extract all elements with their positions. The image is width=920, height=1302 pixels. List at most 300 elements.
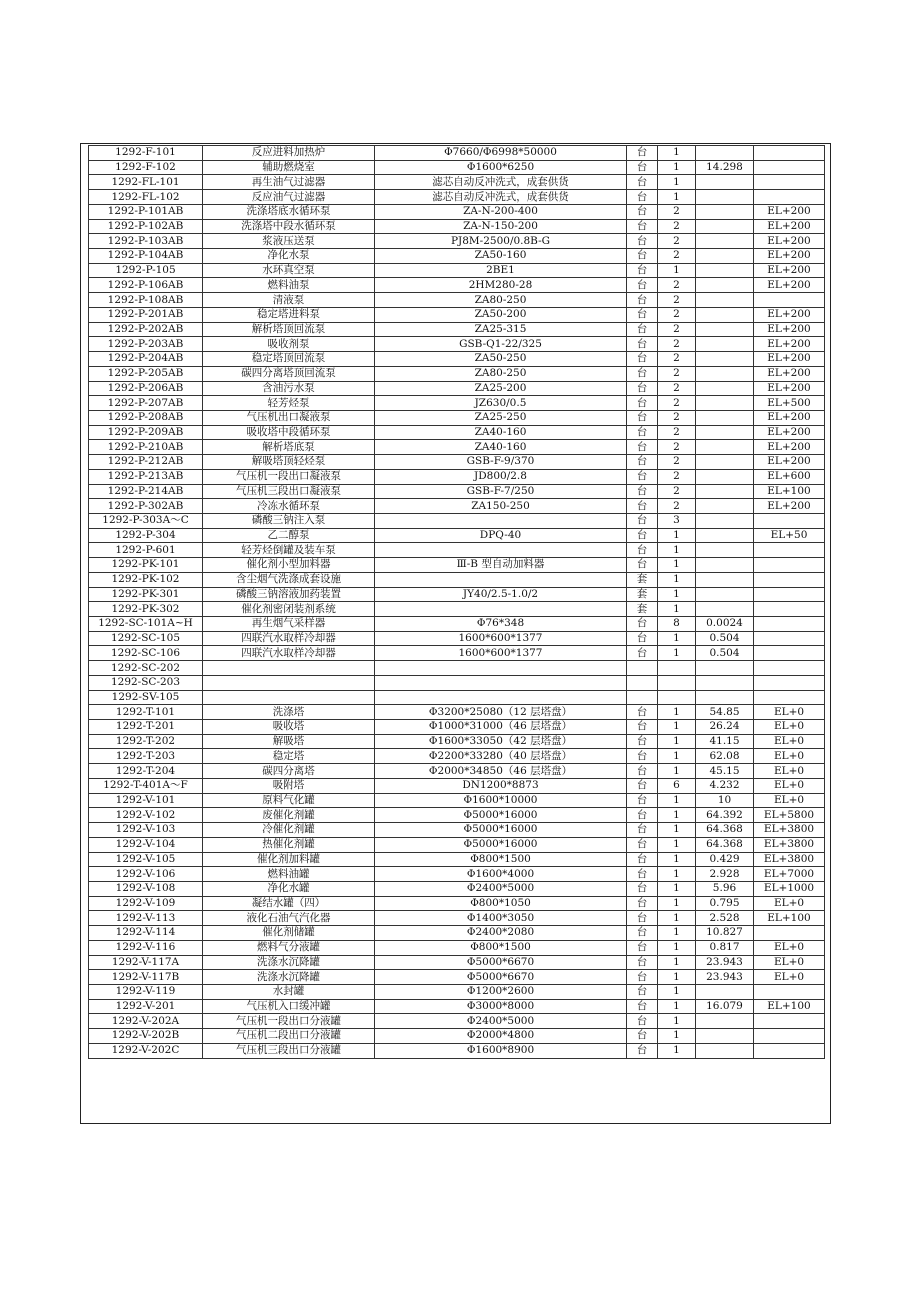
specification-cell: Φ1400*3050: [375, 911, 627, 926]
quantity-cell: 1: [658, 146, 696, 161]
weight-cell: [696, 337, 754, 352]
elevation-cell: EL+200: [754, 455, 825, 470]
table-row: [89, 396, 825, 411]
elevation-cell: EL+5800: [754, 808, 825, 823]
table-row: [89, 322, 825, 337]
unit-cell: 台: [627, 808, 658, 823]
elevation-cell: EL+0: [754, 720, 825, 735]
equipment-tag-cell: 1292-FL-102: [89, 190, 203, 205]
weight-cell: 0.795: [696, 896, 754, 911]
equipment-tag-cell: 1292-V-114: [89, 926, 203, 941]
unit-cell: 台: [627, 410, 658, 425]
equipment-tag-cell: 1292-PK-102: [89, 572, 203, 587]
elevation-cell: [754, 1029, 825, 1044]
equipment-name-cell: 废催化剂罐: [203, 808, 375, 823]
quantity-cell: 2: [658, 219, 696, 234]
quantity-cell: 2: [658, 425, 696, 440]
elevation-cell: [754, 543, 825, 558]
quantity-cell: 1: [658, 999, 696, 1014]
weight-cell: [696, 366, 754, 381]
specification-cell: [375, 572, 627, 587]
unit-cell: 台: [627, 322, 658, 337]
equipment-name-cell: 四联汽水取样冷却器: [203, 631, 375, 646]
weight-cell: 64.392: [696, 808, 754, 823]
elevation-cell: EL+200: [754, 337, 825, 352]
elevation-cell: [754, 602, 825, 617]
equipment-tag-cell: 1292-V-119: [89, 984, 203, 999]
table-row: [89, 175, 825, 190]
weight-cell: [696, 455, 754, 470]
weight-cell: 54.85: [696, 705, 754, 720]
quantity-cell: 1: [658, 823, 696, 838]
quantity-cell: [658, 690, 696, 705]
weight-cell: 10: [696, 793, 754, 808]
table-row: [89, 734, 825, 749]
specification-cell: ZA80-250: [375, 293, 627, 308]
equipment-tag-cell: 1292-V-201: [89, 999, 203, 1014]
table-row: [89, 867, 825, 882]
equipment-name-cell: 热催化剂罐: [203, 837, 375, 852]
equipment-name-cell: 气压机三段出口凝液泵: [203, 484, 375, 499]
equipment-name-cell: 气压机入口缓冲罐: [203, 999, 375, 1014]
equipment-name-cell: 催化剂密闭装剂系统: [203, 602, 375, 617]
equipment-name-cell: 洗涤水沉降罐: [203, 970, 375, 985]
specification-cell: ZA40-160: [375, 440, 627, 455]
table-row: [89, 587, 825, 602]
weight-cell: [696, 1029, 754, 1044]
specification-cell: [375, 513, 627, 528]
equipment-tag-cell: 1292-V-103: [89, 823, 203, 838]
equipment-tag-cell: 1292-V-117B: [89, 970, 203, 985]
specification-cell: Φ1600*10000: [375, 793, 627, 808]
unit-cell: 台: [627, 837, 658, 852]
table-row: [89, 278, 825, 293]
quantity-cell: 2: [658, 322, 696, 337]
specification-cell: GSB-F-7/250: [375, 484, 627, 499]
table-row: [89, 352, 825, 367]
equipment-name-cell: 气压机一段出口分液罐: [203, 1014, 375, 1029]
specification-cell: JY40/2.5-1.0/2: [375, 587, 627, 602]
specification-cell: ZA25-250: [375, 410, 627, 425]
quantity-cell: 1: [658, 926, 696, 941]
quantity-cell: 1: [658, 190, 696, 205]
equipment-tag-cell: 1292-P-104AB: [89, 249, 203, 264]
quantity-cell: 1: [658, 720, 696, 735]
unit-cell: 台: [627, 1029, 658, 1044]
equipment-name-cell: 解析塔顶回流泵: [203, 322, 375, 337]
specification-cell: GSB-Q1-22/325: [375, 337, 627, 352]
quantity-cell: 1: [658, 175, 696, 190]
elevation-cell: EL+200: [754, 219, 825, 234]
weight-cell: [696, 513, 754, 528]
table-row: [89, 263, 825, 278]
elevation-cell: EL+200: [754, 352, 825, 367]
equipment-tag-cell: 1292-PK-301: [89, 587, 203, 602]
table-row: [89, 366, 825, 381]
equipment-name-cell: 解吸塔顶轻烃泵: [203, 455, 375, 470]
quantity-cell: 1: [658, 1029, 696, 1044]
weight-cell: [696, 263, 754, 278]
elevation-cell: EL+3800: [754, 823, 825, 838]
elevation-cell: EL+0: [754, 955, 825, 970]
equipment-name-cell: 磷酸三钠溶液加药装置: [203, 587, 375, 602]
table-row: [89, 720, 825, 735]
specification-cell: Φ800*1500: [375, 940, 627, 955]
equipment-tag-cell: 1292-P-303A～C: [89, 513, 203, 528]
equipment-name-cell: 燃料气分液罐: [203, 940, 375, 955]
equipment-tag-cell: 1292-P-201AB: [89, 307, 203, 322]
specification-cell: Φ5000*16000: [375, 808, 627, 823]
unit-cell: 台: [627, 646, 658, 661]
quantity-cell: 2: [658, 293, 696, 308]
elevation-cell: [754, 631, 825, 646]
equipment-name-cell: 碳四分离塔: [203, 764, 375, 779]
equipment-name-cell: 气压机三段出口分液罐: [203, 1043, 375, 1058]
elevation-cell: EL+100: [754, 999, 825, 1014]
specification-cell: Φ1600*33050（42 层塔盘）: [375, 734, 627, 749]
elevation-cell: EL+0: [754, 764, 825, 779]
unit-cell: 台: [627, 249, 658, 264]
table-row: [89, 1043, 825, 1058]
equipment-name-cell: [203, 690, 375, 705]
table-row: [89, 778, 825, 793]
equipment-name-cell: 洗涤水沉降罐: [203, 955, 375, 970]
equipment-tag-cell: 1292-PK-101: [89, 558, 203, 573]
equipment-name-cell: [203, 675, 375, 690]
elevation-cell: EL+0: [754, 734, 825, 749]
equipment-name-cell: 含油污水泵: [203, 381, 375, 396]
weight-cell: 23.943: [696, 970, 754, 985]
weight-cell: 26.24: [696, 720, 754, 735]
weight-cell: [696, 690, 754, 705]
equipment-tag-cell: 1292-P-106AB: [89, 278, 203, 293]
equipment-name-cell: 洗涤塔: [203, 705, 375, 720]
equipment-tag-cell: 1292-SV-105: [89, 690, 203, 705]
elevation-cell: EL+0: [754, 970, 825, 985]
unit-cell: 套: [627, 587, 658, 602]
elevation-cell: EL+0: [754, 749, 825, 764]
table-row: [89, 823, 825, 838]
weight-cell: [696, 469, 754, 484]
weight-cell: [696, 322, 754, 337]
unit-cell: 台: [627, 705, 658, 720]
quantity-cell: 1: [658, 1014, 696, 1029]
equipment-tag-cell: 1292-V-116: [89, 940, 203, 955]
equipment-name-cell: 反应进料加热炉: [203, 146, 375, 161]
elevation-cell: EL+200: [754, 322, 825, 337]
weight-cell: 41.15: [696, 734, 754, 749]
equipment-tag-cell: 1292-PK-302: [89, 602, 203, 617]
unit-cell: 台: [627, 793, 658, 808]
specification-cell: ZA50-160: [375, 249, 627, 264]
unit-cell: 台: [627, 1014, 658, 1029]
weight-cell: [696, 249, 754, 264]
table-row: [89, 440, 825, 455]
specification-cell: Φ800*1500: [375, 852, 627, 867]
weight-cell: [696, 410, 754, 425]
equipment-name-cell: 燃料油罐: [203, 867, 375, 882]
specification-cell: ZA-N-150-200: [375, 219, 627, 234]
quantity-cell: 1: [658, 263, 696, 278]
weight-cell: [696, 293, 754, 308]
specification-cell: PJ8M-2500/0.8B-G: [375, 234, 627, 249]
unit-cell: [627, 690, 658, 705]
table-row: [89, 484, 825, 499]
unit-cell: 台: [627, 366, 658, 381]
unit-cell: 台: [627, 175, 658, 190]
unit-cell: 台: [627, 911, 658, 926]
unit-cell: 台: [627, 337, 658, 352]
equipment-table: [88, 145, 825, 1059]
specification-cell: ZA40-160: [375, 425, 627, 440]
table-row: [89, 631, 825, 646]
weight-cell: [696, 661, 754, 676]
quantity-cell: 1: [658, 970, 696, 985]
unit-cell: 台: [627, 528, 658, 543]
weight-cell: [696, 381, 754, 396]
equipment-tag-cell: 1292-P-212AB: [89, 455, 203, 470]
specification-cell: [375, 602, 627, 617]
table-row: [89, 469, 825, 484]
specification-cell: Φ5000*16000: [375, 823, 627, 838]
unit-cell: 台: [627, 469, 658, 484]
unit-cell: 台: [627, 234, 658, 249]
elevation-cell: EL+200: [754, 440, 825, 455]
equipment-tag-cell: 1292-SC-203: [89, 675, 203, 690]
elevation-cell: EL+100: [754, 484, 825, 499]
weight-cell: 0.0024: [696, 617, 754, 632]
unit-cell: 套: [627, 572, 658, 587]
quantity-cell: 1: [658, 808, 696, 823]
table-row: [89, 749, 825, 764]
specification-cell: 1600*600*1377: [375, 631, 627, 646]
equipment-name-cell: [203, 661, 375, 676]
unit-cell: 台: [627, 867, 658, 882]
equipment-name-cell: 吸收塔: [203, 720, 375, 735]
unit-cell: 台: [627, 440, 658, 455]
unit-cell: 台: [627, 425, 658, 440]
table-row: [89, 1029, 825, 1044]
elevation-cell: EL+200: [754, 307, 825, 322]
elevation-cell: EL+0: [754, 793, 825, 808]
weight-cell: [696, 499, 754, 514]
equipment-table-body: [89, 146, 825, 1059]
equipment-name-cell: 净化水罐: [203, 881, 375, 896]
quantity-cell: 1: [658, 852, 696, 867]
elevation-cell: EL+200: [754, 381, 825, 396]
equipment-tag-cell: 1292-FL-101: [89, 175, 203, 190]
specification-cell: Φ3200*25080（12 层塔盘）: [375, 705, 627, 720]
quantity-cell: 2: [658, 307, 696, 322]
equipment-name-cell: 水封罐: [203, 984, 375, 999]
equipment-tag-cell: 1292-V-202B: [89, 1029, 203, 1044]
elevation-cell: EL+200: [754, 410, 825, 425]
equipment-name-cell: 燃料油泵: [203, 278, 375, 293]
elevation-cell: EL+0: [754, 705, 825, 720]
quantity-cell: 1: [658, 896, 696, 911]
weight-cell: 62.08: [696, 749, 754, 764]
specification-cell: Φ800*1050: [375, 896, 627, 911]
unit-cell: 台: [627, 293, 658, 308]
unit-cell: 台: [627, 749, 658, 764]
weight-cell: [696, 352, 754, 367]
specification-cell: ZA50-200: [375, 307, 627, 322]
elevation-cell: EL+3800: [754, 852, 825, 867]
specification-cell: [375, 675, 627, 690]
weight-cell: [696, 219, 754, 234]
weight-cell: 64.368: [696, 823, 754, 838]
unit-cell: 台: [627, 455, 658, 470]
equipment-name-cell: 催化剂储罐: [203, 926, 375, 941]
specification-cell: Φ1000*31000（46 层塔盘）: [375, 720, 627, 735]
unit-cell: 台: [627, 558, 658, 573]
quantity-cell: 1: [658, 1043, 696, 1058]
elevation-cell: [754, 617, 825, 632]
table-row: [89, 543, 825, 558]
quantity-cell: 1: [658, 587, 696, 602]
equipment-name-cell: 催化剂小型加料器: [203, 558, 375, 573]
equipment-name-cell: 吸收塔中段循环泵: [203, 425, 375, 440]
quantity-cell: 1: [658, 793, 696, 808]
specification-cell: 2BE1: [375, 263, 627, 278]
weight-cell: [696, 528, 754, 543]
unit-cell: 台: [627, 778, 658, 793]
quantity-cell: 2: [658, 484, 696, 499]
quantity-cell: 2: [658, 234, 696, 249]
table-row: [89, 455, 825, 470]
elevation-cell: [754, 675, 825, 690]
specification-cell: ZA150-250: [375, 499, 627, 514]
specification-cell: Φ5000*16000: [375, 837, 627, 852]
elevation-cell: EL+1000: [754, 881, 825, 896]
equipment-tag-cell: 1292-SC-106: [89, 646, 203, 661]
unit-cell: 台: [627, 926, 658, 941]
equipment-name-cell: 轻芳烃倒罐及装车泵: [203, 543, 375, 558]
quantity-cell: 2: [658, 381, 696, 396]
specification-cell: Φ5000*6670: [375, 970, 627, 985]
unit-cell: 台: [627, 307, 658, 322]
equipment-tag-cell: 1292-V-113: [89, 911, 203, 926]
quantity-cell: 8: [658, 617, 696, 632]
elevation-cell: EL+600: [754, 469, 825, 484]
equipment-tag-cell: 1292-P-102AB: [89, 219, 203, 234]
specification-cell: Φ1600*4000: [375, 867, 627, 882]
elevation-cell: EL+0: [754, 940, 825, 955]
quantity-cell: 2: [658, 278, 696, 293]
unit-cell: 台: [627, 720, 658, 735]
quantity-cell: 1: [658, 867, 696, 882]
unit-cell: [627, 675, 658, 690]
unit-cell: 台: [627, 381, 658, 396]
weight-cell: [696, 440, 754, 455]
unit-cell: 台: [627, 352, 658, 367]
quantity-cell: 1: [658, 528, 696, 543]
equipment-tag-cell: 1292-T-202: [89, 734, 203, 749]
elevation-cell: [754, 190, 825, 205]
table-row: [89, 602, 825, 617]
equipment-tag-cell: 1292-P-202AB: [89, 322, 203, 337]
elevation-cell: [754, 926, 825, 941]
unit-cell: 台: [627, 1043, 658, 1058]
quantity-cell: 1: [658, 984, 696, 999]
equipment-tag-cell: 1292-P-205AB: [89, 366, 203, 381]
weight-cell: [696, 190, 754, 205]
table-row: [89, 955, 825, 970]
equipment-tag-cell: 1292-SC-202: [89, 661, 203, 676]
weight-cell: 0.817: [696, 940, 754, 955]
weight-cell: [696, 234, 754, 249]
unit-cell: 台: [627, 984, 658, 999]
specification-cell: 2HM280-28: [375, 278, 627, 293]
quantity-cell: 1: [658, 572, 696, 587]
weight-cell: 5.96: [696, 881, 754, 896]
table-row: [89, 293, 825, 308]
quantity-cell: 2: [658, 410, 696, 425]
elevation-cell: EL+200: [754, 249, 825, 264]
weight-cell: [696, 425, 754, 440]
elevation-cell: [754, 984, 825, 999]
equipment-tag-cell: 1292-P-214AB: [89, 484, 203, 499]
equipment-name-cell: 洗涤塔底水循环泵: [203, 204, 375, 219]
elevation-cell: [754, 587, 825, 602]
table-row: [89, 410, 825, 425]
quantity-cell: 1: [658, 705, 696, 720]
specification-cell: [375, 543, 627, 558]
equipment-name-cell: 稳定塔进料泵: [203, 307, 375, 322]
specification-cell: Φ2000*34850（46 层塔盘）: [375, 764, 627, 779]
specification-cell: ZA50-250: [375, 352, 627, 367]
elevation-cell: EL+500: [754, 396, 825, 411]
specification-cell: Φ1600*8900: [375, 1043, 627, 1058]
equipment-tag-cell: 1292-P-204AB: [89, 352, 203, 367]
equipment-name-cell: 稳定塔顶回流泵: [203, 352, 375, 367]
specification-cell: 滤芯自动反冲洗式，成套供货: [375, 190, 627, 205]
table-row: [89, 690, 825, 705]
specification-cell: JD800/2.8: [375, 469, 627, 484]
unit-cell: 套: [627, 602, 658, 617]
unit-cell: 台: [627, 263, 658, 278]
elevation-cell: [754, 558, 825, 573]
equipment-tag-cell: 1292-V-104: [89, 837, 203, 852]
table-row: [89, 896, 825, 911]
equipment-name-cell: 水环真空泵: [203, 263, 375, 278]
elevation-cell: [754, 293, 825, 308]
equipment-tag-cell: 1292-T-101: [89, 705, 203, 720]
specification-cell: [375, 661, 627, 676]
weight-cell: [696, 602, 754, 617]
equipment-tag-cell: 1292-V-102: [89, 808, 203, 823]
equipment-name-cell: 催化剂加料罐: [203, 852, 375, 867]
equipment-tag-cell: 1292-P-601: [89, 543, 203, 558]
table-row: [89, 425, 825, 440]
elevation-cell: [754, 690, 825, 705]
weight-cell: [696, 675, 754, 690]
equipment-name-cell: 辅助燃烧室: [203, 160, 375, 175]
elevation-cell: EL+200: [754, 366, 825, 381]
table-row: [89, 808, 825, 823]
quantity-cell: [658, 661, 696, 676]
equipment-name-cell: 凝结水罐（四）: [203, 896, 375, 911]
table-row: [89, 970, 825, 985]
table-row: [89, 675, 825, 690]
quantity-cell: [658, 675, 696, 690]
equipment-tag-cell: 1292-V-202A: [89, 1014, 203, 1029]
quantity-cell: 1: [658, 602, 696, 617]
unit-cell: 台: [627, 278, 658, 293]
weight-cell: 4.232: [696, 778, 754, 793]
table-row: [89, 146, 825, 161]
specification-cell: Φ2400*2080: [375, 926, 627, 941]
